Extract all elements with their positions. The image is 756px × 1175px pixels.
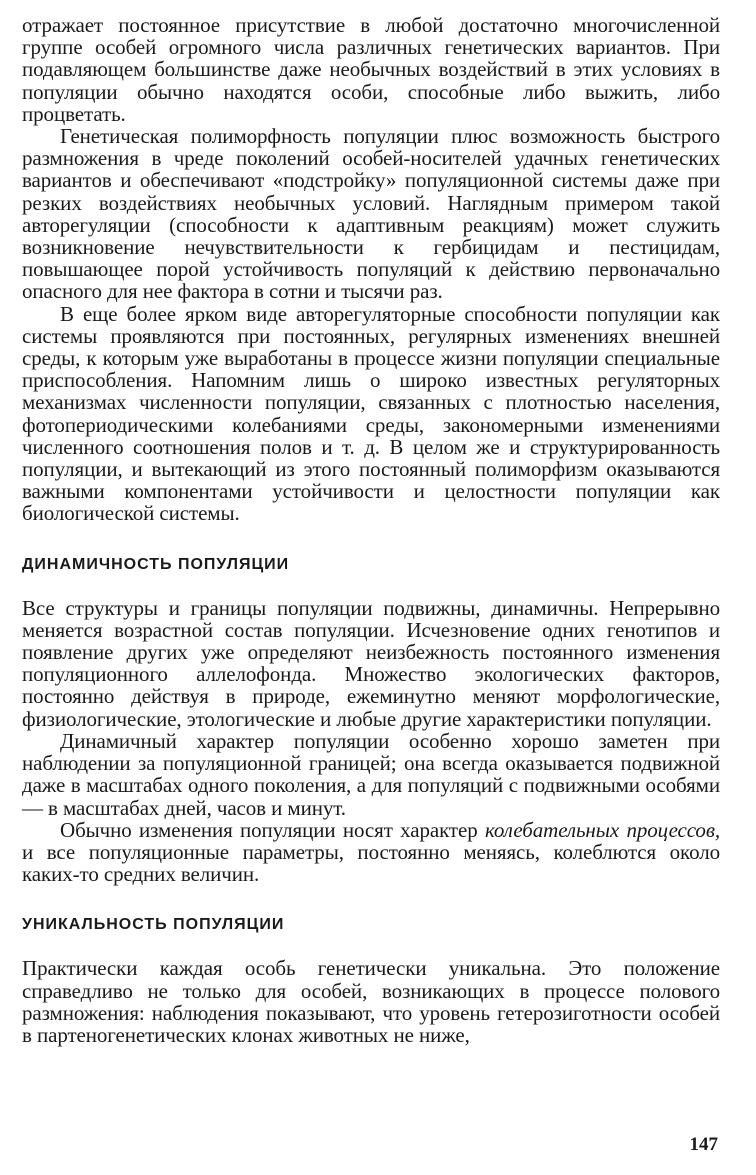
paragraph-6 <box>22 819 720 886</box>
paragraph-3: В еще более ярком виде авторегуляторные способности популяции как системы проявляются при постоянных, регулярных изменениях внешней среды, к которым уже выработаны в процессе жизни популяции специальные приспособления. Напомним лишь о широко известных регуляторных механизмах численности популяции, связанных с плотностью населения, фотопериодическими колебаниями среды, закономерными изменениями численного соотношения полов и т. д. В целом же и структурированность популяции, и вытекающий из этого постоянный полиморфизм оказываются важными компонентами устойчивости и целостности популяции как биологической системы. <box>22 301 720 526</box>
paragraph-6-end: и все популяционные параметры, постоянно меняясь, колеблются около каких-то средних величин. <box>22 839 720 887</box>
page-number: 147 <box>689 1134 718 1155</box>
paragraph-2: Генетическая полиморфность популяции плюс возможность быстрого размножения в чреде поколений особей-носителей удачных генетических вариантов и обеспечивают «подстройку» популяционной системы даже при резких воздействиях необычных условий. Наглядным примером такой авторегуляции (способности к адаптивным реакциям) может служить возникновение нечувствительности к гербицидам и пестицидам, повышающее порой устойчивость популяций к действию первоначально опасного для нее фактора в сотни и тысячи раз. <box>22 124 720 304</box>
paragraph-4: Все структуры и границы популяции подвижны, динамичны. Непрерывно меняется возрастной состав популяции. Исчезновение одних генотипов и появление других уже определяют неизбежность постоянного изменения популяционного аллелофонда. Множество экологических факторов, постоянно действуя в природе, ежеминутно меняют морфологические, физиологические, этологические и любые другие характеристики популяции. <box>22 595 720 731</box>
heading-dynamics: ДИНАМИЧНОСТЬ ПОПУЛЯЦИИ <box>22 555 290 573</box>
paragraph-7: Практически каждая особь генетически уникальна. Это положение справедливо не только для особей, возникающих в процессе полового размножения: наблюдения показывают, что уровень гетерозиготности особей в партеногенетических клонах животных не ниже, <box>22 956 720 1047</box>
paragraph-5: Динамичный характер популяции особенно хорошо заметен при наблюдении за популяционной границей; она всегда оказывается подвижной даже в масштабах одного поколения, а для популяций с подвижными особями — в масштабах дней, часов и минут. <box>22 728 720 820</box>
paragraph-6-start: Обычно изменения популяции носят характер <box>60 817 485 842</box>
page-content <box>22 14 720 1046</box>
paragraph-1: отражает постоянное присутствие в любой достаточно многочисленной группе особей огромного числа различных генетических вариантов. При подавляющем большинстве даже необычных воздействий в этих условиях в популяции обычно находятся особи, способные либо выжить, либо процветать. <box>22 13 720 126</box>
paragraph-6-italic: колебательных процессов, <box>484 817 720 842</box>
heading-uniqueness: УНИКАЛЬНОСТЬ ПОПУЛЯЦИИ <box>22 916 285 934</box>
